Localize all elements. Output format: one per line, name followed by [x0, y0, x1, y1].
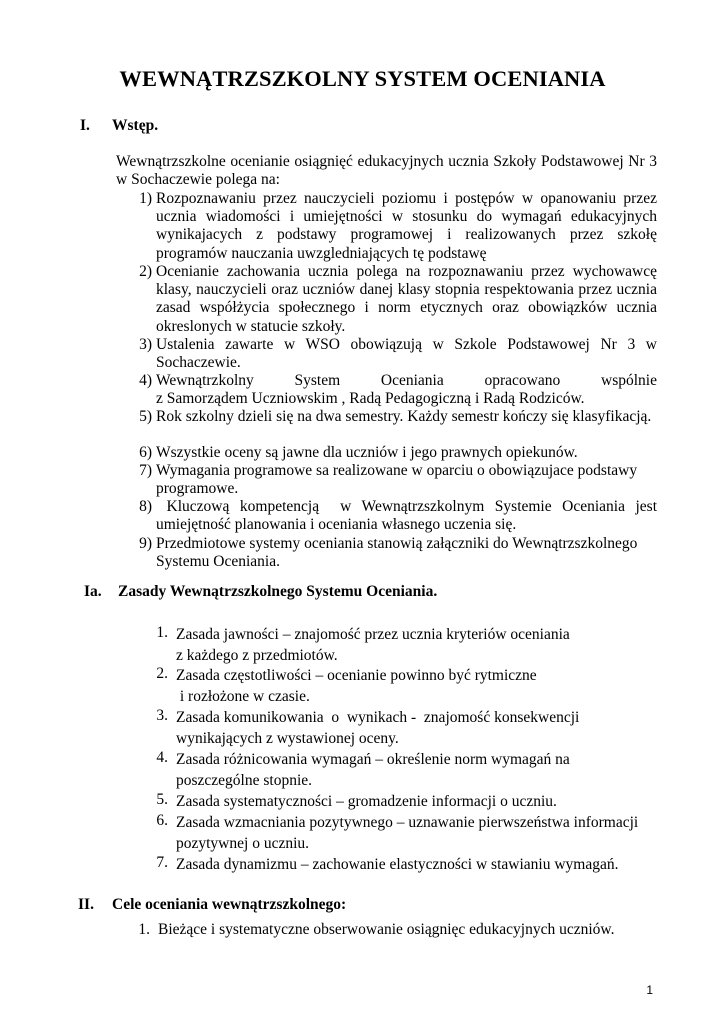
section-heading-goals [78, 896, 598, 916]
section-number: I. [80, 117, 90, 134]
section-title: Wstęp. [112, 117, 159, 134]
section-number: Ia. [84, 583, 102, 600]
intro-paragraph: Wewnątrzszkolne ocenianie osiągnięć edukacyjnych ucznia Szkoły Podstawowej Nr 3 w Sochaczewie polega na: [116, 153, 657, 189]
section-heading-intro [80, 117, 580, 137]
section-heading-principles [84, 583, 604, 603]
section-title: Cele oceniania wewnątrzszkolnego: [112, 896, 347, 913]
document-title: WEWNĄTRZSZKOLNY SYSTEM OCENIANIA [119, 66, 606, 91]
document-page: WEWNĄTRZSZKOLNY SYSTEM OCENIANIA I. Wstęp. Wewnątrzszkolne ocenianie osiągnięć edukacyjnych ucznia Szkoły Podstawowej Nr 3 w Sochaczewie polega na: 1) Rozpoznawaniu przez nauczycieli poziomu i postępów w opanowaniu przez ucznia wiadomości i umiejętności w stosunku do wymagań edukacyjnych wynikajacych z podstawy programowej i realizowanych przez szkołę programów nauczania uwzgledniających tę podstawę 2) Ocenianie zachowania ucznia polega na rozpoznawaniu przez wychowawcę klasy, nauczycieli oraz uczniów danej klasy stopnia respektowania przez ucznia zasad współżycia społecznego i norm etycznych oraz obowiązków ucznia okreslonych w statucie szkoły. 3) Ustalenia zawarte w WSO obowiązują w Szkole Podstawowej Nr 3 w Sochaczewie. 4) Wewnątrzkolny System Oceniania opracowano wspólnie z Samorządem Uczniowskim , Radą Pedagogiczną i Radą Rodziców. 5) Rok szkolny dzieli się na dwa semestry. Każdy semestr kończy się klasyfikacją. 6) Wszystkie oceny są jawne dla uczniów i jego prawnych opiekunów. 7) Wymagania programowe sa realizowane w oparciu o obowiązujace podstawy programowe. 8) Kluczową kompetencją w Wewnątrzszkolnym Systemie Oceniania jest umiejętność planowania i oceniania własnego uczenia się. 9) Przedmiotowe systemy oceniania stanowią załączniki do Wewnątrzszkolnego Systemu Oceniania. Ia. Zasady Wewnątrzszkolnego Systemu Oceniania. 1. Zasada jawności – znajomość przez ucznia kryteriów oceniania z każdego z przedmiotów. 2. Zasada częstotliwości – ocenianie powinno być rytmiczne i rozłożone w czasie. 3. Zasada komunikowania o wynikach - znajomość konsekwencji wynikających z wystawionej oceny. 4. Zasada różnicowania wymagań – określenie norm wymagań na poszczególne stopnie. 5. Zasada systematyczności – gromadzenie informacji o uczniu. 6. Zasada wzmacniania pozytywnego – uznawanie pierwszeństwa informacji pozytywnej o uczniu. 7. Zasada dynamizmu – zachowanie elastyczności w stawianiu wymagań. II. Cele oceniania wewnątrzszkolnego: 1. Bieżące i systematyczne obserwowanie osiągnięc edukacyjnych uczniów. 1 [0, 0, 725, 1024]
page-number: 1 [646, 983, 653, 997]
section-number: II. [78, 896, 94, 913]
section-title: Zasady Wewnątrzszkolnego Systemu Oceniania. [118, 583, 438, 600]
